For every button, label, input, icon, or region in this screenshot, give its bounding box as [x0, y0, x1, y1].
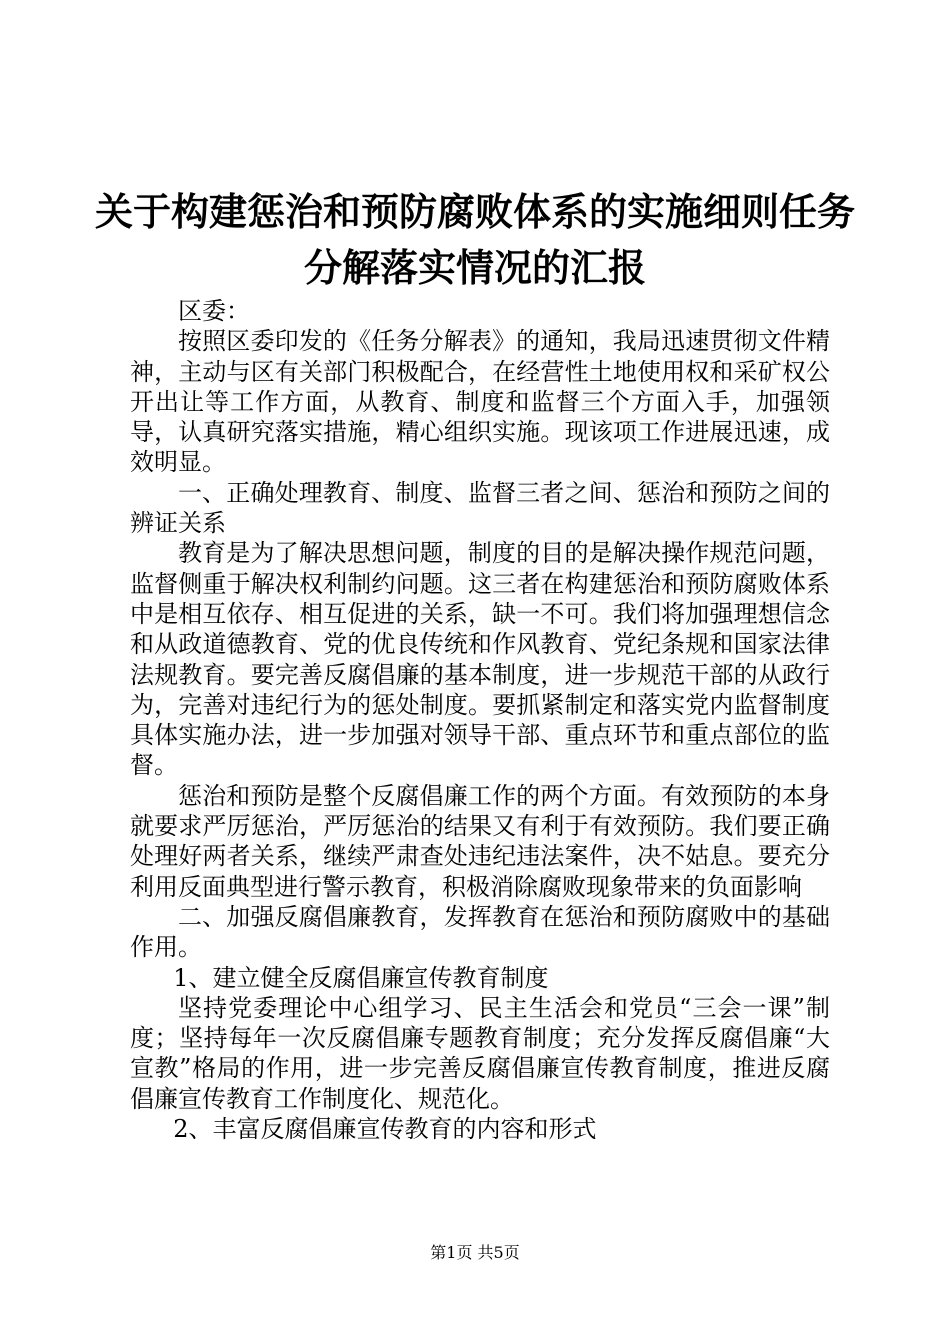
document-body: [130, 296, 830, 1144]
document-title-line1: 关于构建惩治和预防腐败体系的实施细则任务: [94, 189, 855, 234]
paragraph-system: 坚持党委理论中心组学习、民主生活会和党员“三会一课”制度；坚持每年一次反腐倡廉专题教育制度；充分发挥反腐倡廉“大宣教”格局的作用，进一步完善反腐倡廉宣传教育制度，推进反腐倡廉宣传教育工作制度化、规范化。: [130, 993, 830, 1113]
paragraph-education: 教育是为了解决思想问题，制度的目的是解决操作规范问题，监督侧重于解决权利制约问题。这三者在构建惩治和预防腐败体系中是相互依存、相互促进的关系，缺一不可。我们将加强理想信念和从政道德教育、党的优良传统和作风教育、党纪条规和国家法律法规教育。要完善反腐倡廉的基本制度，进一步规范干部的从政行为，完善对违纪行为的惩处制度。要抓紧制定和落实党内监督制度具体实施办法，进一步加强对领导干部、重点环节和重点部位的监督。: [130, 539, 830, 780]
section-heading-2: 二、加强反腐倡廉教育，发挥教育在惩治和预防腐败中的基础作用。: [130, 902, 830, 962]
document-title-line2: 分解落实情况的汇报: [303, 245, 646, 290]
section-heading-1: 一、正确处理教育、制度、监督三者之间、惩治和预防之间的辨证关系: [130, 478, 830, 538]
paragraph-punishment: 惩治和预防是整个反腐倡廉工作的两个方面。有效预防的本身就要求严厉惩治，严厉惩治的结果又有利于有效预防。我们要正确处理好两者关系，继续严肃查处违纪违法案件，决不姑息。要充分利用反面典型进行警示教育，积极消除腐败现象带来的负面影响: [130, 781, 830, 901]
paragraph-intro: 按照区委印发的《任务分解表》的通知，我局迅速贯彻文件精神，主动与区有关部门积极配合，在经营性土地使用权和采矿权公开出让等工作方面，从教育、制度和监督三个方面入手，加强领导，认真研究落实措施，精心组织实施。现该项工作进展迅速，成效明显。: [130, 327, 830, 477]
page-footer: 第1页 共5页: [430, 1243, 520, 1262]
salutation: 区委：: [178, 297, 250, 325]
subheading-1: 1、建立健全反腐倡廉宣传教育制度: [173, 963, 549, 992]
subheading-2: 2、丰富反腐倡廉宣传教育的内容和形式: [173, 1115, 597, 1144]
